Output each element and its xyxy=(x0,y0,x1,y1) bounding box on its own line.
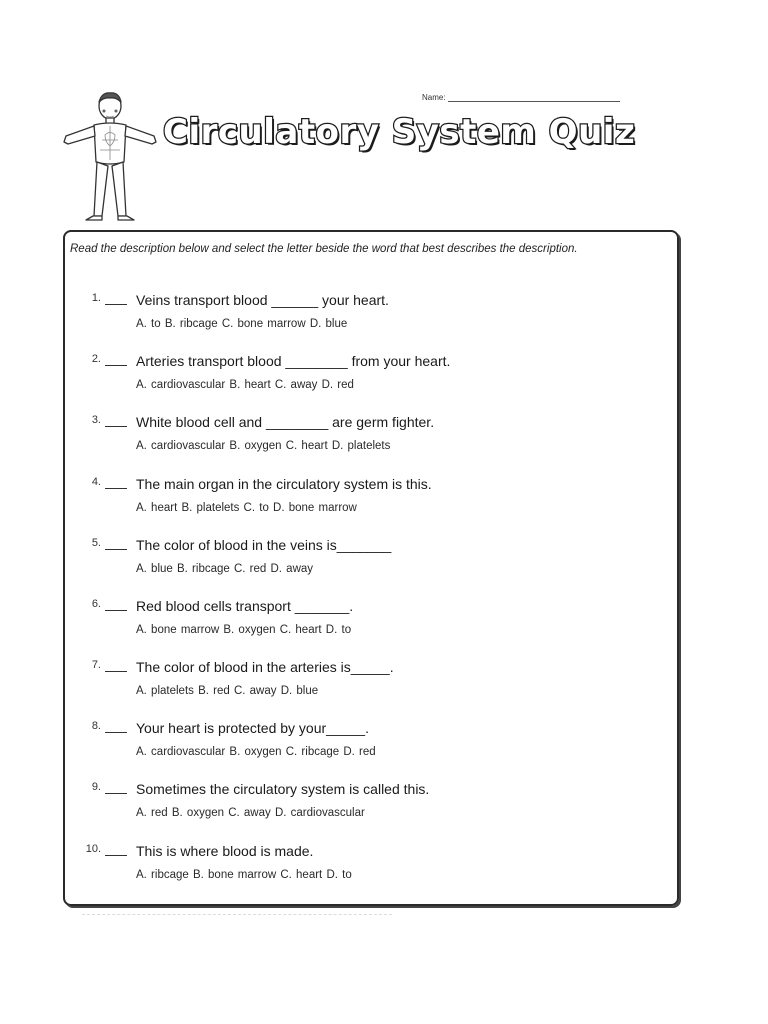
question-text: Sometimes the circulatory system is called this. xyxy=(136,781,430,797)
question-number: 2. xyxy=(91,353,101,365)
answer-options: A. ribcage B. bone marrow C. heart D. to xyxy=(136,869,352,881)
question-text: This is where blood is made. xyxy=(136,843,314,859)
name-label: Name: xyxy=(422,93,446,102)
answer-blank[interactable] xyxy=(105,365,127,366)
answer-blank[interactable] xyxy=(105,732,127,733)
answer-blank[interactable] xyxy=(105,610,127,611)
answer-options: A. blue B. ribcage C. red D. away xyxy=(136,563,314,575)
answer-blank[interactable] xyxy=(105,488,127,489)
human-figure-icon xyxy=(60,90,160,224)
answer-options: A. platelets B. red C. away D. blue xyxy=(136,685,319,697)
question-number: 7. xyxy=(91,659,101,671)
answer-options: A. red B. oxygen C. away D. cardiovascular xyxy=(136,807,365,819)
instructions: Read the description below and select the letter beside the word that best describes the description. xyxy=(70,243,578,255)
question-text: The color of blood in the veins is_______ xyxy=(136,537,392,553)
answer-options: A. heart B. platelets C. to D. bone marrow xyxy=(136,502,357,514)
name-blank-line[interactable] xyxy=(448,92,620,102)
page-title: Circulatory System Quiz xyxy=(163,112,636,152)
answer-blank[interactable] xyxy=(105,793,127,794)
question-number: 9. xyxy=(91,781,101,793)
question-number: 8. xyxy=(91,720,101,732)
question-text: Red blood cells transport _______. xyxy=(136,598,354,614)
answer-blank[interactable] xyxy=(105,304,127,305)
question-text: White blood cell and ________ are germ fighter. xyxy=(136,414,435,430)
name-field[interactable] xyxy=(422,92,620,102)
question-number: 5. xyxy=(91,537,101,549)
answer-options: A. cardiovascular B. oxygen C. ribcage D. red xyxy=(136,746,376,758)
answer-options: A. cardiovascular B. oxygen C. heart D. platelets xyxy=(136,440,391,452)
question-number: 3. xyxy=(91,414,101,426)
question-text: Arteries transport blood ________ from your heart. xyxy=(136,353,451,369)
question-text: The main organ in the circulatory system is this. xyxy=(136,476,432,492)
question-text: Your heart is protected by your_____. xyxy=(136,720,369,736)
quiz-box xyxy=(63,230,679,906)
answer-options: A. cardiovascular B. heart C. away D. red xyxy=(136,379,354,391)
question-number: 1. xyxy=(91,292,101,304)
answer-blank[interactable] xyxy=(105,671,127,672)
answer-options: A. bone marrow B. oxygen C. heart D. to xyxy=(136,624,352,636)
question-number: 6. xyxy=(91,598,101,610)
footer-divider xyxy=(82,914,392,915)
question-text: Veins transport blood ______ your heart. xyxy=(136,292,389,308)
answer-blank[interactable] xyxy=(105,855,127,856)
question-number: 4. xyxy=(91,476,101,488)
question-number: 10. xyxy=(85,843,101,855)
answer-options: A. to B. ribcage C. bone marrow D. blue xyxy=(136,318,348,330)
answer-blank[interactable] xyxy=(105,426,127,427)
question-text: The color of blood in the arteries is_____. xyxy=(136,659,394,675)
answer-blank[interactable] xyxy=(105,549,127,550)
